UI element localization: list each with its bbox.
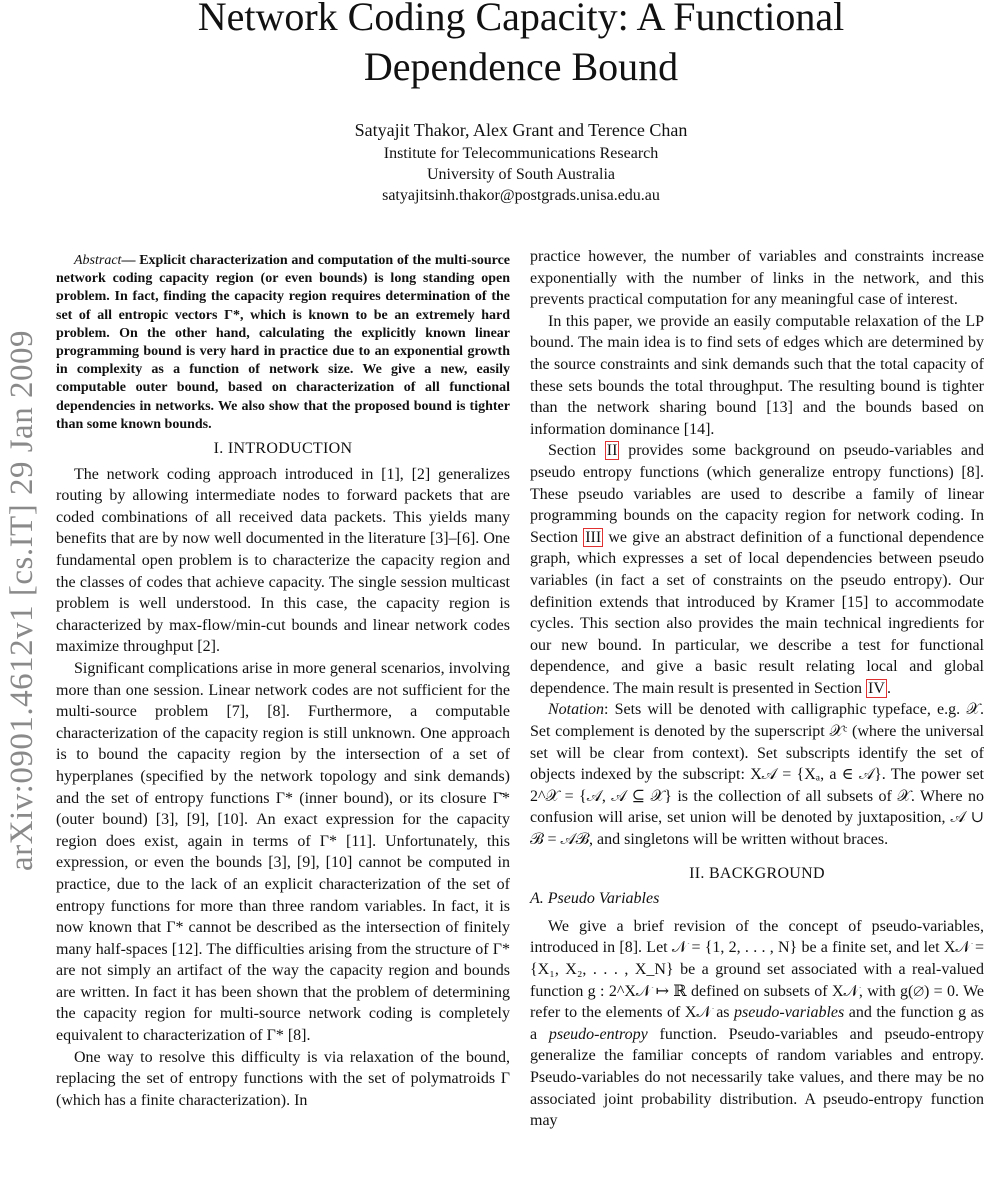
paragraph: The network coding approach introduced in [1], [2] generalizes routing by allowing intermediate nodes to forward packets that are coded combinations of all received data packets. This yields many benefits that are by now well documented in the literature [3]–[6]. One fundamental open problem is to characterize the capacity region and the classes of codes that achieve capacity. The single session multicast problem is well understood. In this case, the capacity region is characterized by max-flow/min-cut bounds and linear network codes maximize throughput [2].: [56, 465, 510, 656]
author-list: Satyajit Thakor, Alex Grant and Terence Chan: [354, 120, 688, 140]
subsection-heading-pseudo-variables: A. Pseudo Variables: [530, 890, 660, 908]
notation-label: Notation: [548, 701, 605, 719]
text-run: function. Pseudo-variables and pseudo-entropy generalize the familiar concepts of random variables and entropy. Pseudo-variables do not necessarily take values, and there may be no associated joint probability distribution. A pseudo-entropy function may: [530, 1025, 984, 1130]
affiliation-university: University of South Australia: [427, 166, 615, 183]
abstract-label: Abstract: [74, 253, 122, 268]
paragraph-outline: [530, 440, 984, 699]
section-link-iii[interactable]: III: [585, 528, 602, 546]
abstract-text: — Explicit characterization and computation of the multi-source network coding capacity region (or even bounds) is long standing open problem. In fact, finding the capacity region requires determination of the set of all entropic vectors Γ*, which is known to be an extremely hard problem. On the other hand, calculating the explicitly known linear programming bound is very hard in practice due to an exponential growth in complexity as a function of network size. We give a new, easily computable outer bound, based on characterization of all functional dependencies in networks. We also show that the proposed bound is tighter than some known bounds.: [56, 253, 510, 432]
paper-title: [56, 0, 986, 92]
affiliation-institute: Institute for Telecommunications Research: [383, 145, 659, 162]
text-run: and the function g as a: [530, 1004, 984, 1043]
paragraph: practice however, the number of variables and constraints increase exponentially with the number of links in the network, and this prevents practical computation for any meaningful case of interest.: [530, 248, 984, 309]
section-link-ii[interactable]: II: [606, 442, 618, 460]
text-run: Section: [548, 442, 605, 460]
text-run: we give an abstract definition of a functional dependence graph, which expresses a set of local dependencies between pseudo variables (in fact a set of constraints on the pseudo entropy). Our definition extends that introduced by Kramer [15] to accommodate cycles. This section also provides the main technical ingredients for our new bound. In particular, we describe a test for functional dependence, and give a basic result relating local and global dependence. The main result is presented in Section: [530, 528, 984, 697]
emphasis: pseudo-entropy: [548, 1025, 648, 1043]
paragraph: One way to resolve this difficulty is via relaxation of the bound, replacing the set of entropy functions with the set of polymatroids Γ (which has a finite characterization). In: [56, 1048, 510, 1109]
text-run: .: [886, 679, 891, 697]
section-link-iv[interactable]: IV: [868, 679, 885, 697]
text-run: provides some background on pseudo-variables and pseudo entropy functions (which generalize entropy functions) [8]. These pseudo variables are used to describe a family of linear programming bounds on the capacity region for network coding. In Section: [530, 442, 984, 546]
paragraph-pseudo-variables: [530, 916, 984, 1132]
left-column: [56, 252, 510, 1111]
section-heading-introduction: I. INTRODUCTION: [213, 440, 353, 458]
section-heading-background: II. BACKGROUND: [689, 864, 825, 882]
abstract: [56, 252, 510, 434]
paragraph: Significant complications arise in more general scenarios, involving more than one session. Linear network codes are not sufficient for the multi-source problem [7], [8]. Furthermore, a computable characterization of the capacity region is still unknown. One approach is to bound the capacity region by the intersection of a set of hyperplanes (specified by the network topology and sink demands) and the set of entropy functions Γ* (inner bound), or its closure Γ̄* (outer bound) [3], [9], [10]. An exact expression for the capacity region does exist, again in terms of Γ* [11]. Unfortunately, this expression, or even the bounds [3], [9], [10] cannot be computed in practice, due to the lack of an explicit characterization of the set of entropy functions for more than three random variables. In fact, it is now known that Γ* cannot be described as the intersection of finitely many half-spaces [12]. The difficulties arising from the structure of Γ* are not simply an artifact of the way the capacity region and bounds are written. In fact it has been shown that the problem of determining the capacity region for multi-source network coding is completely equivalent to characterization of Γ* [8].: [56, 659, 510, 1045]
right-column: [530, 246, 984, 1132]
arxiv-side-identifier: [2, 300, 42, 900]
title-line-2: Dependence Bound: [363, 44, 679, 89]
paragraph-notation: [530, 699, 984, 850]
author-email: satyajitsinh.thakor@postgrads.unisa.edu.au: [382, 187, 660, 204]
text-run: We give a brief revision of the concept of pseudo-variables, introduced in [8]. Let 𝒩 = {1, 2, . . . , N} be a finite set, and let X𝒩 = {X₁, X₂, . . . , X_N} be a ground set associated with a real-valued function g : 2^X𝒩 ↦ ℝ defined on subsets of X𝒩, with g(∅) = 0. We refer to the elements of X𝒩 as: [530, 917, 984, 1022]
title-line-1: Network Coding Capacity: A Functional: [197, 0, 845, 39]
arxiv-identifier-text: arXiv:0901.4612v1 [cs.IT] 29 Jan 2009: [3, 329, 40, 871]
notation-text: : Sets will be denoted with calligraphic typeface, e.g. 𝒳. Set complement is denoted by the superscript 𝒳ᶜ (where the universal set will be clear from context). Set subscripts identify the set of objects indexed by the subscript: X𝒜 = {Xₐ, a ∈ 𝒜}. The power set 2^𝒳 = {𝒜, 𝒜 ⊆ 𝒳} is the collection of all subsets of 𝒳. Where no confusion will arise, set union will be denoted by juxtaposition, 𝒜 ∪ ℬ = 𝒜ℬ, and singletons will be written without braces.: [530, 701, 984, 849]
paragraph: In this paper, we provide an easily computable relaxation of the LP bound. The main idea is to find sets of edges which are determined by the source constraints and sink demands such that the total capacity of these sets bounds the total throughput. The resulting bound is tighter than the network sharing bound [13] and the bounds based on information dominance [14].: [530, 312, 984, 438]
emphasis: pseudo-variables: [734, 1004, 845, 1022]
